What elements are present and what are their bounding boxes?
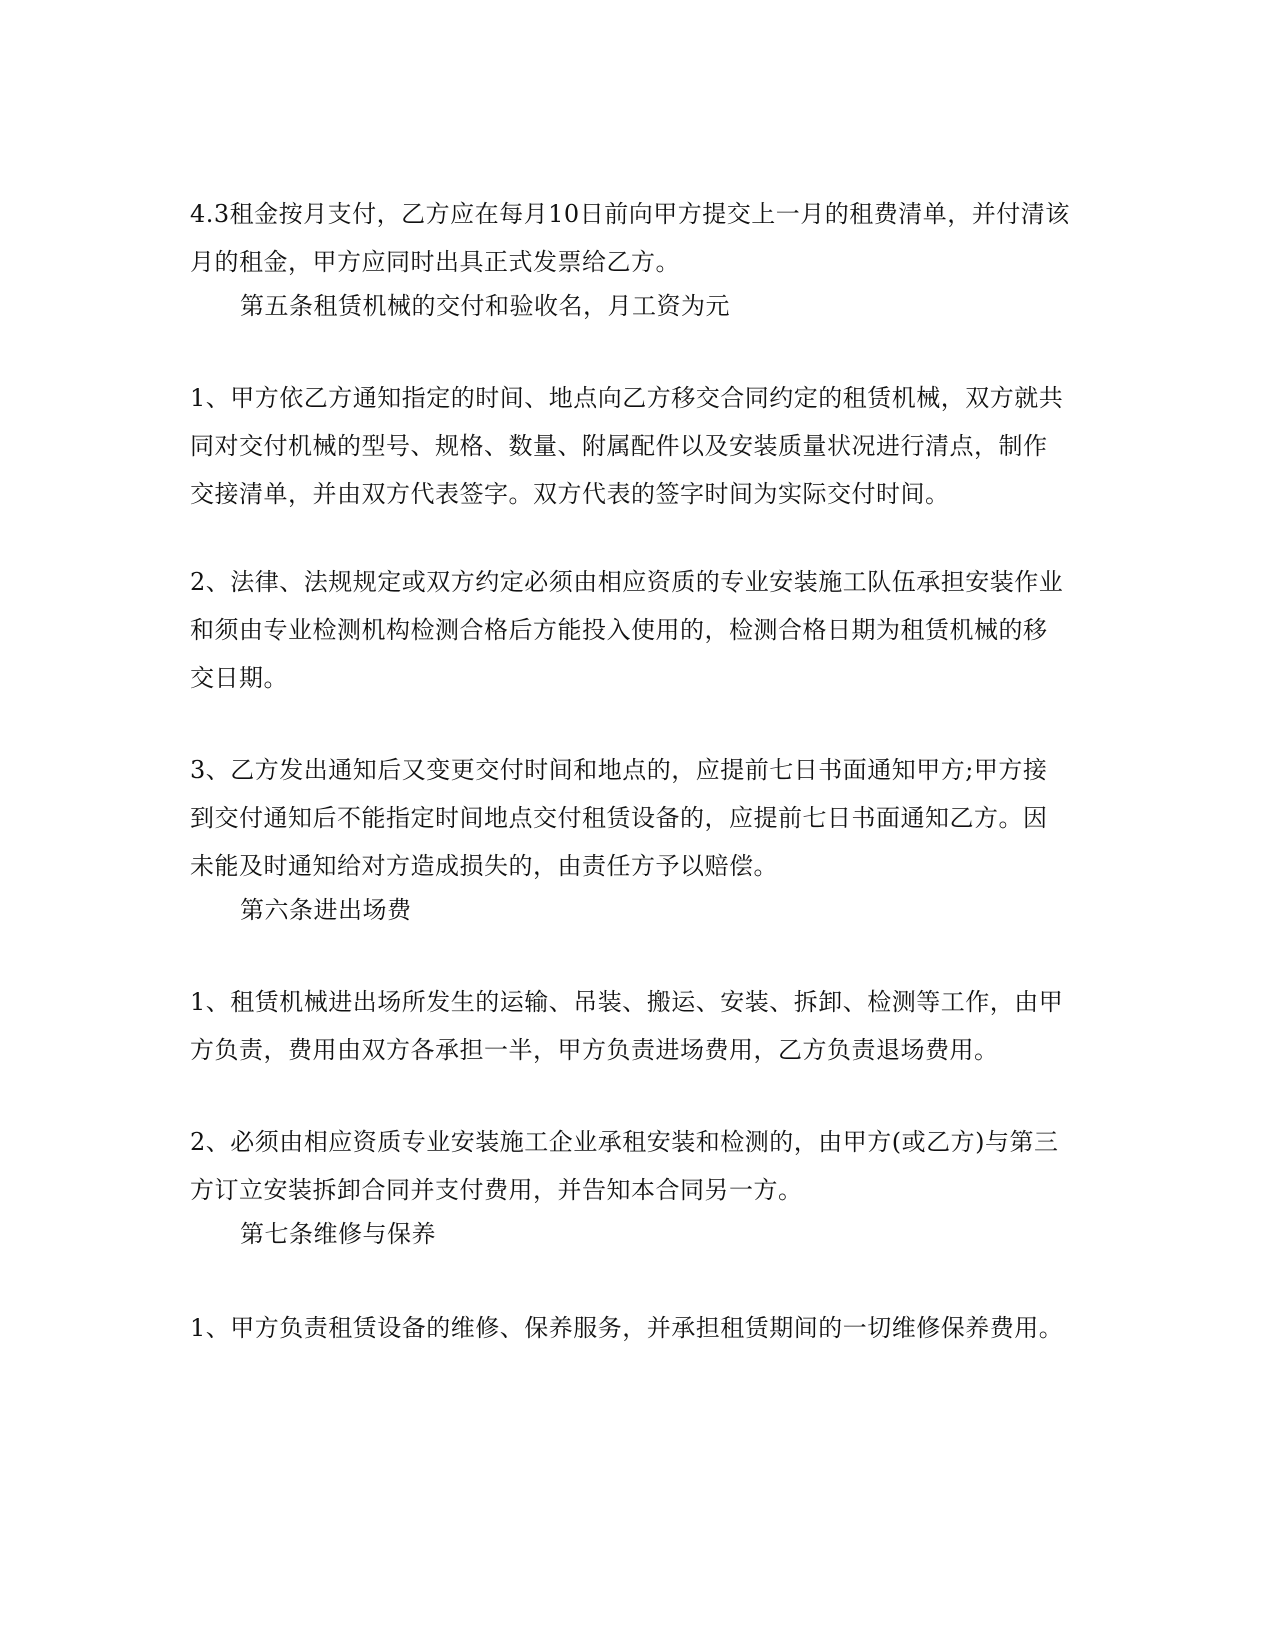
text-line: 到交付通知后不能指定时间地点交付租赁设备的，应提前七日书面通知乙方。因 [190, 804, 1048, 832]
paragraph-entry-fee-1 [190, 978, 1080, 1074]
text-line: 1、租赁机械进出场所发生的运输、吊装、搬运、安装、拆卸、检测等工作，由甲 [190, 988, 1064, 1016]
text-line: 1、甲方依乙方通知指定的时间、地点向乙方移交合同约定的租赁机械，双方就共 [190, 384, 1064, 412]
paragraph-delivery-2 [190, 558, 1080, 702]
text-line: 交日期。 [190, 664, 288, 692]
paragraph-delivery-1 [190, 374, 1080, 518]
text-line: 和须由专业检测机构检测合格后方能投入使用的，检测合格日期为租赁机械的移 [190, 616, 1048, 644]
text-line: 2、必须由相应资质专业安装施工企业承租安装和检测的，由甲方(或乙方)与第三 [190, 1128, 1059, 1156]
text-line: 2、法律、法规规定或双方约定必须由相应资质的专业安装施工队伍承担安装作业 [190, 568, 1064, 596]
section-heading-article-6 [240, 886, 1130, 934]
heading-text: 第七条维修与保养 [240, 1220, 436, 1248]
text-line: 同对交付机械的型号、规格、数量、附属配件以及安装质量状况进行清点，制作 [190, 432, 1048, 460]
paragraph-maintenance-1 [190, 1304, 1080, 1352]
paragraph-entry-fee-2 [190, 1118, 1080, 1214]
text-line: 月的租金，甲方应同时出具正式发票给乙方。 [190, 248, 680, 276]
heading-text: 第六条进出场费 [240, 896, 412, 924]
paragraph-delivery-3 [190, 746, 1080, 890]
text-line: 未能及时通知给对方造成损失的，由责任方予以赔偿。 [190, 852, 778, 880]
section-heading-article-5 [240, 282, 1130, 330]
paragraph-rent-payment [190, 190, 1080, 286]
text-line: 交接清单，并由双方代表签字。双方代表的签字时间为实际交付时间。 [190, 480, 950, 508]
text-line: 4.3租金按月支付，乙方应在每月10日前向甲方提交上一月的租费清单，并付清该 [190, 200, 1070, 228]
text-line: 3、乙方发出通知后又变更交付时间和地点的，应提前七日书面通知甲方;甲方接 [190, 756, 1048, 784]
section-heading-article-7 [240, 1210, 1130, 1258]
text-line: 方订立安装拆卸合同并支付费用，并告知本合同另一方。 [190, 1176, 803, 1204]
text-line: 1、甲方负责租赁设备的维修、保养服务，并承担租赁期间的一切维修保养费用。 [190, 1314, 1064, 1342]
text-line: 方负责，费用由双方各承担一半，甲方负责进场费用，乙方负责退场费用。 [190, 1036, 999, 1064]
heading-text: 第五条租赁机械的交付和验收名，月工资为元 [240, 292, 730, 320]
